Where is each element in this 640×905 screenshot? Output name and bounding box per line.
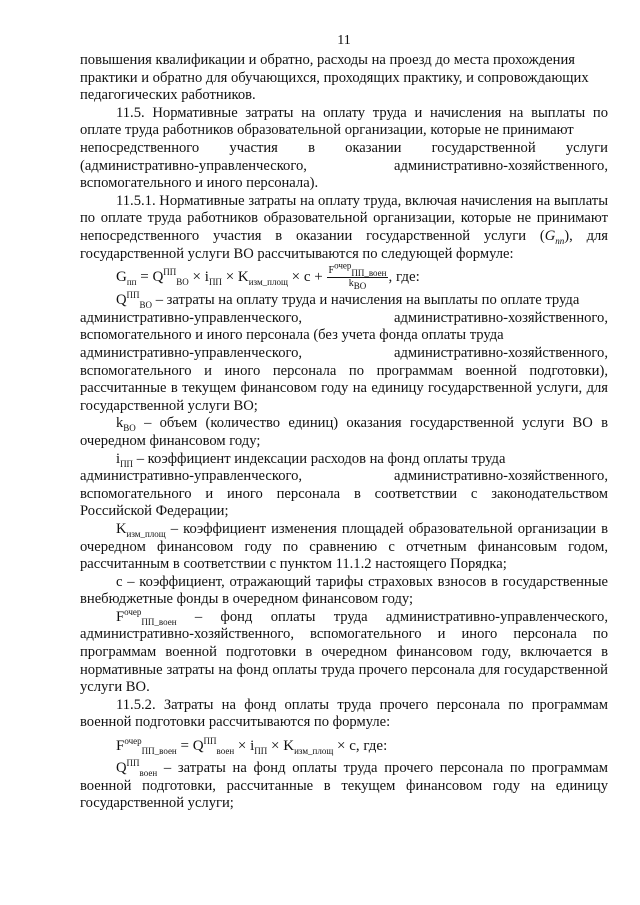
def-symbol: k [116,415,124,432]
text-block: вспомогательного и иного персонала по программам военной подготовки), рассчитанные в текущем финансовом году на единицу государственной услуги, для государственной услуги ВО; [80,362,608,414]
f-sub: изм_площ [294,746,334,757]
f-sup: очер [334,260,352,271]
f-sym: F [328,265,335,277]
split-line [80,468,608,486]
def-symbol: i [116,450,121,467]
definition-i-pp [80,451,608,469]
f-sub: ПП [254,746,268,757]
formula-f-voen [116,734,608,758]
split-line [80,158,608,176]
text-right: административно-хозяйственного, [394,344,608,361]
def-text: – затраты на оплату труда и начисления на выплаты по оплате труда [152,292,580,309]
fraction [327,260,389,292]
def-text: – объем (количество единиц) оказания государственной услуги ВО в очередном финансовом году; [80,415,608,449]
section-text: 11.5.1. Нормативные затраты на оплату труда, включая начисления на выплаты по оплате труда работников образовательной организации, которые не принимают непосредственного участия в оказании государственной услуги [80,192,608,244]
def-symbol: K [116,520,127,537]
definition-k-vo [80,415,608,450]
def-sup: ПП [126,290,140,301]
text-right: административно-хозяйственного, [394,157,608,174]
f-sub: ПП [208,277,222,288]
def-text: – коэффициент изменения площадей образовательной организации в очередном финансовом году по сравнению с отчетным финансовым годом, рассчитанным в соответствии с пунктом 11.1.2 настоящего Порядка; [80,520,608,573]
section-11-5-spread-line [80,140,608,158]
symbol-sub: пп [555,235,565,246]
def-sup: ПП [126,758,140,769]
document-page [80,30,608,813]
text-left: административно-управленческого, [80,344,303,361]
text-block: вспомогательного и иного персонала в соответствии с законодательством Российской Федерации; [80,485,608,520]
formula-g-pp [116,260,608,292]
f-sub: пп [126,277,137,288]
text-line: вспомогательного и иного персонала (без учета фонда оплаты труда [80,327,504,344]
f-sym: G [116,269,127,286]
definition-q-voen [80,760,608,813]
f-op: × K [267,738,295,755]
text-line: повышения квалификации и обратно, расходы на проезд до места прохождения [80,52,575,68]
def-sub: ВО [139,300,153,311]
word: оказании [345,139,402,156]
f-op: × i [188,269,209,286]
def-symbol: F [116,608,125,625]
definition-f-voen [80,609,608,697]
def-symbol: Q [116,760,127,777]
text-right: административно-хозяйственного, [394,468,608,485]
f-sup: ПП [203,736,217,747]
word: участия [229,139,278,156]
text-line: педагогических работников. [80,87,256,104]
f-op: × c + [287,269,327,286]
f-op: = Q [176,738,204,755]
f-sym: F [116,738,125,755]
f-sub: ПП_воен [141,746,177,757]
section-11-5: 11.5. Нормативные затраты на оплату труда и начисления на выплаты по оплате труда работников образовательной организации, которые не принимают [80,104,608,139]
def-symbol: c [116,573,123,590]
def-text: – затраты на фонд оплаты труда прочего персонала по программам военной подготовки, рассчитанные в текущем финансовом году на единицу государственной услуги; [80,760,608,812]
text-left: административно-управленческого, [80,309,303,326]
split-line [80,345,608,363]
definition-q-vo [80,292,608,310]
split-line [80,310,608,328]
def-sub: воен [139,767,158,778]
def-sub: ВО [123,423,136,434]
f-sub: воен [216,746,235,757]
f-op: = Q [136,269,164,286]
section-11-5-1 [80,193,608,263]
def-text: – коэффициент, отражающий тарифы страховых взносов в государственные внебюджетные фонды в очередном финансовом году; [80,573,608,608]
section-11-5-2: 11.5.2. Затраты на фонд оплаты труда прочего персонала по программам военной подготовки рассчитываются по формуле: [80,696,608,731]
f-sub: изм_площ [248,277,288,288]
def-text: – фонд оплаты труда административно-управленческого, административно-хозяйственного, вспомогательного и иного персонала по программам военной подготовки в очередном финансовом году, включается в нормативные затраты на фонд оплаты труда прочего персонала для государственной услуги ВО. [80,608,608,696]
def-sub: ПП [120,458,134,469]
text-left: (административно-управленческого, [80,157,307,174]
f-sub: ВО [353,281,367,292]
definition-c [80,574,608,609]
def-symbol: Q [116,292,127,309]
symbol-g: G [544,227,556,244]
f-sup: ПП [163,267,177,278]
text-right: административно-хозяйственного, [394,309,608,326]
f-sup: очер [124,736,142,747]
word: непосредственного [80,139,200,156]
word: государственной [431,139,536,156]
word: услуги [565,139,608,156]
paren: ( [539,227,545,244]
text-line: практики и обратно для обучающихся, проходящих практику, и сопровождающих [80,69,589,86]
fraction-bottom [327,278,389,290]
text-left: административно-управленческого, [80,468,303,485]
f-op: , где: [388,269,420,286]
definition-k-izm [80,521,608,574]
def-text: – коэффициент индексации расходов на фонд оплаты труда [133,450,506,467]
section-text: ), для государственной услуги ВО рассчитываются по следующей формуле: [80,227,608,262]
f-sub: ПП_воен [351,268,387,279]
def-sub: изм_площ [126,528,166,539]
def-sub: ПП_воен [141,616,177,627]
fraction-top [327,260,389,279]
page-number: 11 [337,33,351,48]
def-sup: очер [124,607,142,618]
f-op: × i [234,738,255,755]
f-op: × c, где: [333,738,388,755]
f-sub: ВО [176,277,189,288]
text-line: вспомогательного и иного персонала). [80,175,319,192]
f-op: × K [221,269,249,286]
word: в [308,139,315,156]
f-sym: k [348,278,354,290]
